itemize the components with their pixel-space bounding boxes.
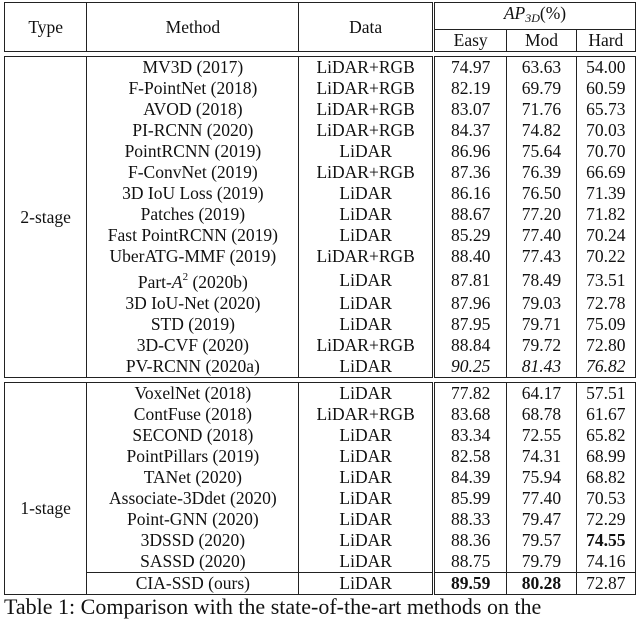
hard-cell: 61.67 xyxy=(576,404,635,425)
hard-cell: 70.03 xyxy=(576,120,635,141)
table-row xyxy=(5,99,636,120)
data-cell: LiDAR xyxy=(339,293,392,313)
method-cell: PointRCNN (2019) xyxy=(87,141,299,162)
easy-cell: 87.95 xyxy=(433,314,506,335)
data-cell: LiDAR+RGB xyxy=(316,120,415,140)
table-row xyxy=(5,183,636,204)
method-prefix: Part- xyxy=(137,272,172,292)
header-mod: Mod xyxy=(507,30,576,52)
method-cell: ContFuse (2018) xyxy=(87,404,299,425)
hard-cell: 75.09 xyxy=(576,314,635,335)
header-type: Type xyxy=(5,3,87,52)
hard-cell-best: 74.55 xyxy=(576,530,635,551)
hard-cell: 66.69 xyxy=(576,162,635,183)
table-caption: Table 1: Comparison with the state-of-the-art methods on the xyxy=(4,594,542,619)
easy-cell: 74.97 xyxy=(433,57,506,79)
easy-cell-best: 89.59 xyxy=(433,573,506,595)
method-cell: CIA-SSD (ours) xyxy=(87,573,299,595)
table-row xyxy=(5,204,636,225)
mod-cell-second-best: 81.43 xyxy=(507,356,576,378)
hard-cell: 71.39 xyxy=(576,183,635,204)
data-cell: LiDAR+RGB xyxy=(299,57,434,79)
easy-cell: 83.34 xyxy=(433,425,506,446)
data-cell: LiDAR+RGB xyxy=(316,78,415,98)
hard-cell: 70.22 xyxy=(576,246,635,267)
hard-cell: 60.59 xyxy=(576,78,635,99)
method-cell: F-ConvNet (2019) xyxy=(87,162,299,183)
type-cell: 1-stage xyxy=(5,383,87,595)
mod-cell: 69.79 xyxy=(507,78,576,99)
data-cell: LiDAR xyxy=(339,314,392,334)
easy-cell: 82.58 xyxy=(433,446,506,467)
mod-cell: 74.82 xyxy=(507,120,576,141)
mod-cell: 71.76 xyxy=(507,99,576,120)
method-superscript: 2 xyxy=(182,271,189,283)
hard-cell: 72.78 xyxy=(576,293,635,314)
table-row xyxy=(5,551,636,573)
mod-cell: 79.57 xyxy=(507,530,576,551)
hard-cell: 72.29 xyxy=(576,509,635,530)
easy-cell: 85.99 xyxy=(433,488,506,509)
easy-cell: 83.68 xyxy=(433,404,506,425)
hard-cell: 70.53 xyxy=(576,488,635,509)
easy-cell: 88.84 xyxy=(433,335,506,356)
easy-cell: 88.75 xyxy=(433,551,506,573)
method-suffix: (2020b) xyxy=(188,272,248,292)
hard-cell-second-best: 76.82 xyxy=(576,356,635,378)
mod-cell: 77.40 xyxy=(507,488,576,509)
hard-cell: 57.51 xyxy=(576,383,635,405)
easy-cell: 86.96 xyxy=(433,141,506,162)
method-cell: PointPillars (2019) xyxy=(87,446,299,467)
group-1-stage xyxy=(5,383,636,595)
hard-cell: 70.24 xyxy=(576,225,635,246)
method-cell: TANet (2020) xyxy=(87,467,299,488)
easy-cell: 87.36 xyxy=(433,162,506,183)
header-ap3d xyxy=(433,3,635,30)
method-cell: VoxelNet (2018) xyxy=(87,383,299,405)
easy-cell: 83.07 xyxy=(433,99,506,120)
hard-cell: 72.87 xyxy=(576,573,635,595)
method-cell: SASSD (2020) xyxy=(87,551,299,573)
group-2-stage xyxy=(5,57,636,383)
mod-cell: 79.79 xyxy=(507,551,576,573)
data-cell: LiDAR xyxy=(339,509,392,529)
data-cell: LiDAR xyxy=(339,425,392,445)
method-cell: STD (2019) xyxy=(87,314,299,335)
method-math: A xyxy=(171,272,183,292)
hard-cell: 74.16 xyxy=(576,551,635,573)
method-cell xyxy=(87,267,299,293)
method-cell: 3D IoU Loss (2019) xyxy=(87,183,299,204)
table-row xyxy=(5,425,636,446)
easy-cell: 84.37 xyxy=(433,120,506,141)
data-cell: LiDAR xyxy=(339,269,392,290)
easy-cell: 84.39 xyxy=(433,467,506,488)
mod-cell: 79.72 xyxy=(507,335,576,356)
table-row xyxy=(5,162,636,183)
mod-cell: 76.50 xyxy=(507,183,576,204)
hard-cell: 65.82 xyxy=(576,425,635,446)
method-cell: Point-GNN (2020) xyxy=(87,509,299,530)
easy-cell-second-best: 90.25 xyxy=(433,356,506,378)
hard-cell: 72.80 xyxy=(576,335,635,356)
header-data: Data xyxy=(299,3,434,52)
data-cell: LiDAR xyxy=(339,183,392,203)
data-cell: LiDAR xyxy=(299,383,434,405)
mod-cell: 72.55 xyxy=(507,425,576,446)
easy-cell: 88.67 xyxy=(433,204,506,225)
mod-cell: 63.63 xyxy=(507,57,576,79)
hard-cell: 70.70 xyxy=(576,141,635,162)
method-cell: 3D-CVF (2020) xyxy=(87,335,299,356)
data-cell: LiDAR xyxy=(339,204,392,224)
hard-cell: 71.82 xyxy=(576,204,635,225)
easy-cell: 87.81 xyxy=(433,267,506,293)
header-ap-sub: 3D xyxy=(525,11,540,25)
table-row xyxy=(5,120,636,141)
mod-cell: 75.64 xyxy=(507,141,576,162)
method-cell: AVOD (2018) xyxy=(87,99,299,120)
data-cell: LiDAR xyxy=(339,551,392,571)
mod-cell: 78.49 xyxy=(507,267,576,293)
method-cell: Fast PointRCNN (2019) xyxy=(87,225,299,246)
mod-cell: 75.94 xyxy=(507,467,576,488)
data-cell: LiDAR xyxy=(339,141,392,161)
header-ap-suffix: (%) xyxy=(539,3,567,23)
table-row xyxy=(5,488,636,509)
table-row xyxy=(5,225,636,246)
header-ap-base: AP xyxy=(503,3,526,23)
table-row xyxy=(5,267,636,293)
mod-cell: 77.40 xyxy=(507,225,576,246)
mod-cell: 77.43 xyxy=(507,246,576,267)
method-cell: SECOND (2018) xyxy=(87,425,299,446)
table-row xyxy=(5,383,636,405)
header-hard: Hard xyxy=(576,30,635,52)
method-cell: 3DSSD (2020) xyxy=(87,530,299,551)
easy-cell: 87.96 xyxy=(433,293,506,314)
table-row xyxy=(5,78,636,99)
easy-cell: 77.82 xyxy=(433,383,506,405)
data-cell: LiDAR+RGB xyxy=(316,404,415,424)
header-method: Method xyxy=(87,3,299,52)
easy-cell: 88.33 xyxy=(433,509,506,530)
mod-cell: 74.31 xyxy=(507,446,576,467)
table-row xyxy=(5,314,636,335)
table-row xyxy=(5,293,636,314)
easy-cell: 85.29 xyxy=(433,225,506,246)
mod-cell-best: 80.28 xyxy=(507,573,576,595)
data-cell: LiDAR xyxy=(339,225,392,245)
mod-cell: 64.17 xyxy=(507,383,576,405)
comparison-table xyxy=(4,2,636,595)
method-cell: F-PointNet (2018) xyxy=(87,78,299,99)
data-cell: LiDAR xyxy=(339,446,392,466)
table-row xyxy=(5,467,636,488)
data-cell: LiDAR xyxy=(339,467,392,487)
comparison-table-container xyxy=(4,2,636,595)
table-row-ours xyxy=(5,573,636,595)
method-cell: Patches (2019) xyxy=(87,204,299,225)
method-cell: Associate-3Ddet (2020) xyxy=(87,488,299,509)
mod-cell: 77.20 xyxy=(507,204,576,225)
mod-cell: 79.71 xyxy=(507,314,576,335)
hard-cell: 65.73 xyxy=(576,99,635,120)
method-cell: PI-RCNN (2020) xyxy=(87,120,299,141)
mod-cell: 76.39 xyxy=(507,162,576,183)
easy-cell: 82.19 xyxy=(433,78,506,99)
data-cell: LiDAR+RGB xyxy=(316,162,415,182)
easy-cell: 88.36 xyxy=(433,530,506,551)
table-row xyxy=(5,446,636,467)
method-cell: PV-RCNN (2020a) xyxy=(87,356,299,378)
hard-cell: 73.51 xyxy=(576,267,635,293)
mod-cell: 68.78 xyxy=(507,404,576,425)
table-row xyxy=(5,509,636,530)
data-cell: LiDAR+RGB xyxy=(316,99,415,119)
header-easy: Easy xyxy=(433,30,506,52)
hard-cell: 68.99 xyxy=(576,446,635,467)
data-cell: LiDAR+RGB xyxy=(316,246,415,266)
table-row xyxy=(5,141,636,162)
hard-cell: 68.82 xyxy=(576,467,635,488)
method-cell: UberATG-MMF (2019) xyxy=(87,246,299,267)
table-row xyxy=(5,246,636,267)
table-row xyxy=(5,335,636,356)
table-row xyxy=(5,356,636,378)
data-cell: LiDAR xyxy=(299,573,434,595)
data-cell: LiDAR xyxy=(339,488,392,508)
data-cell: LiDAR xyxy=(299,356,434,378)
table-row xyxy=(5,530,636,551)
data-cell: LiDAR xyxy=(339,530,392,550)
method-cell: 3D IoU-Net (2020) xyxy=(87,293,299,314)
mod-cell: 79.47 xyxy=(507,509,576,530)
hard-cell: 54.00 xyxy=(576,57,635,79)
type-cell: 2-stage xyxy=(5,57,87,378)
easy-cell: 88.40 xyxy=(433,246,506,267)
table-row xyxy=(5,404,636,425)
easy-cell: 86.16 xyxy=(433,183,506,204)
method-cell: MV3D (2017) xyxy=(87,57,299,79)
mod-cell: 79.03 xyxy=(507,293,576,314)
data-cell: LiDAR+RGB xyxy=(316,335,415,355)
